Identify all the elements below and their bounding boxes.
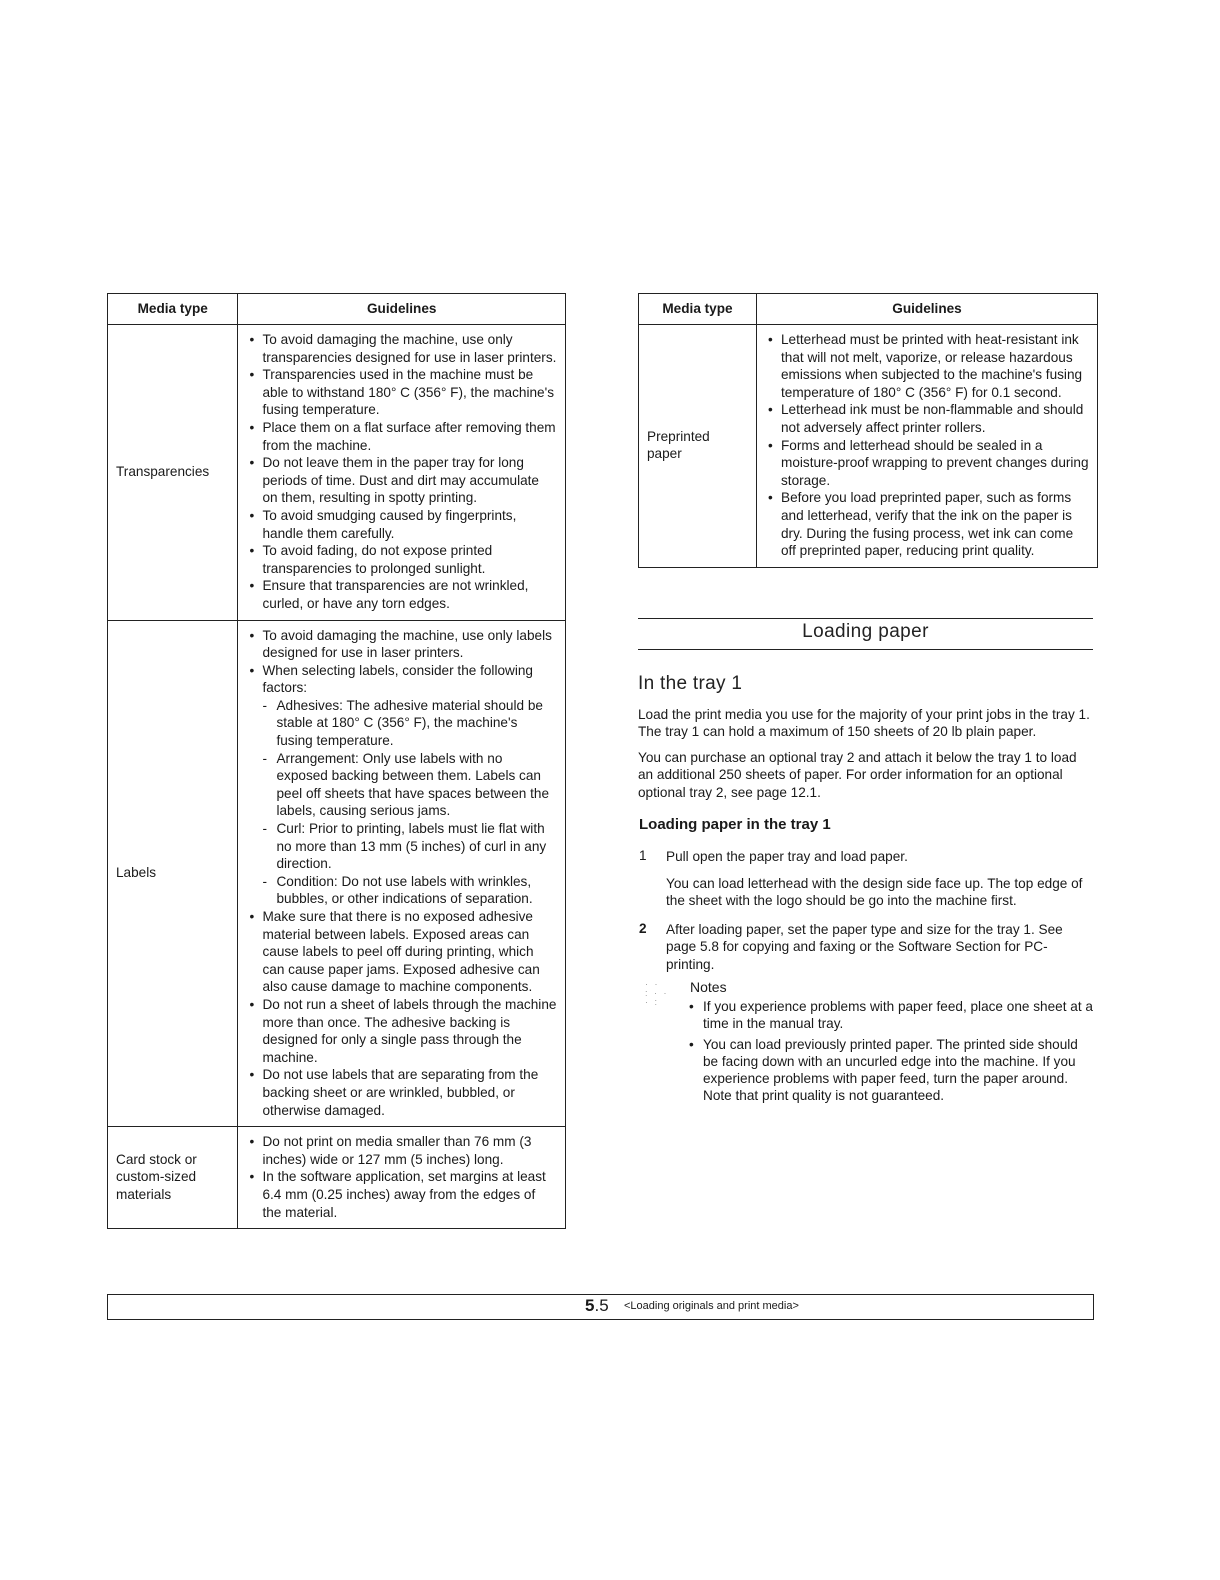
- media-type-cell: Card stock or custom-sized materials: [108, 1127, 238, 1229]
- guideline-subitem: - Arrangement: Only use labels with no exposed backing between them. Labels can peel off sheets that have spaces between the labels, causing serious jams.: [246, 750, 557, 820]
- guideline-item: • Before you load preprinted paper, such as forms and letterhead, verify that the ink on the paper is dry. During the fusing process, wet ink can come off preprinted paper, reducing print quality.: [765, 489, 1089, 559]
- notes-list: [688, 998, 1093, 1108]
- section-rule-bottom: [638, 649, 1093, 650]
- table-row: [639, 325, 1098, 568]
- header-guidelines: Guidelines: [757, 294, 1098, 325]
- guideline-item: • To avoid fading, do not expose printed transparencies to prolonged sunlight.: [246, 542, 557, 577]
- guidelines-cell: [757, 325, 1098, 568]
- subheading-tray1: In the tray 1: [638, 673, 743, 694]
- guideline-item: • In the software application, set margins at least 6.4 mm (0.25 inches) away from the edges of the material.: [246, 1168, 557, 1221]
- notes-title: Notes: [690, 979, 727, 995]
- guidelines-cell: [238, 1127, 566, 1229]
- guidelines-list: [246, 331, 557, 613]
- guideline-item: • Transparencies used in the machine must be able to withstand 180° C (356° F), the machine's fusing temperature.: [246, 366, 557, 419]
- header-media-type: Media type: [639, 294, 757, 325]
- subheading-loading-paper: Loading paper in the tray 1: [639, 816, 831, 833]
- guideline-item: • Place them on a flat surface after removing them from the machine.: [246, 419, 557, 454]
- guidelines-cell: [238, 620, 566, 1127]
- step-2-text: After loading paper, set the paper type and size for the tray 1. See page 5.8 for copying and faxing or the Software Section for PC-printing.: [666, 922, 1063, 972]
- step-1-detail: You can load letterhead with the design side face up. The top edge of the sheet with the logo should be go into the machine first.: [666, 876, 1083, 909]
- guideline-item: • Do not run a sheet of labels through the machine more than once. The adhesive backing is designed for only a single pass through the machine.: [246, 996, 557, 1066]
- guideline-subitem: - Adhesives: The adhesive material should be stable at 180° C (356° F), the machine's fusing temperature.: [246, 697, 557, 750]
- step-number-2: 2: [639, 921, 647, 936]
- paragraph-tray1-capacity: Load the print media you use for the majority of your print jobs in the tray 1. The tray 1 can hold a maximum of 150 sheets of 20 lb plain paper.: [638, 707, 1090, 740]
- step-1-text: Pull open the paper tray and load paper.: [666, 849, 908, 864]
- guideline-item: • Ensure that transparencies are not wrinkled, curled, or have any torn edges.: [246, 577, 557, 612]
- guideline-subitem: - Condition: Do not use labels with wrinkles, bubbles, or other indications of separation.: [246, 873, 557, 908]
- table-row: [108, 325, 566, 621]
- chapter-title: <Loading originals and print media>: [624, 1300, 799, 1312]
- section-title: Loading paper: [802, 621, 929, 642]
- guideline-item: • Do not leave them in the paper tray for long periods of time. Dust and dirt may accumulate on them, resulting in spotty printing.: [246, 454, 557, 507]
- media-type-cell: Labels: [108, 620, 238, 1127]
- guidelines-cell: [238, 325, 566, 621]
- guideline-item: • Letterhead must be printed with heat-resistant ink that will not melt, vaporize, or release hazardous emissions when subjected to the machine's fusing temperature of 180° C (356° F) for 0.1 second.: [765, 331, 1089, 401]
- guidelines-list: [246, 627, 557, 1120]
- guideline-item: • To avoid damaging the machine, use only labels designed for use in laser printers.: [246, 627, 557, 662]
- section-rule-top: [638, 618, 1093, 619]
- media-type-cell: Transparencies: [108, 325, 238, 621]
- guideline-item: • Forms and letterhead should be sealed in a moisture-proof wrapping to prevent changes during storage.: [765, 437, 1089, 490]
- step-number-1: 1: [639, 848, 647, 863]
- media-type-cell: Preprinted paper: [639, 325, 757, 568]
- header-media-type: Media type: [108, 294, 238, 325]
- guideline-item: • Letterhead ink must be non-flammable and should not adversely affect printer rollers.: [765, 401, 1089, 436]
- guideline-item: • To avoid damaging the machine, use only transparencies designed for use in laser printers.: [246, 331, 557, 366]
- table-body: [639, 325, 1098, 568]
- guideline-item: • To avoid smudging caused by fingerprints, handle them carefully.: [246, 507, 557, 542]
- notes-icon: · · : · · · :: [645, 979, 669, 1007]
- table-row: [108, 1127, 566, 1229]
- table-body: [108, 325, 566, 1229]
- header-guidelines: Guidelines: [238, 294, 566, 325]
- guideline-item: • Do not use labels that are separating from the backing sheet or are wrinkled, bubbled, or otherwise damaged.: [246, 1066, 557, 1119]
- paragraph-optional-tray2: You can purchase an optional tray 2 and attach it below the tray 1 to load an additional 250 sheets of paper. For order information for an optional optional tray 2, see page 12.1.: [638, 750, 1077, 800]
- media-guidelines-table-left: [107, 293, 566, 1229]
- note-item: • If you experience problems with paper feed, place one sheet at a time in the manual tray.: [688, 998, 1093, 1033]
- guidelines-list: [246, 1133, 557, 1221]
- guideline-item: • Do not print on media smaller than 76 mm (3 inches) wide or 127 mm (5 inches) long.: [246, 1133, 557, 1168]
- page-number: 5.5: [585, 1296, 609, 1315]
- guideline-subitem: - Curl: Prior to printing, labels must lie flat with no more than 13 mm (5 inches) of curl in any direction.: [246, 820, 557, 873]
- note-item: • You can load previously printed paper. The printed side should be facing down with an uncurled edge into the machine. If you experience problems with paper feed, turn the paper around. Note that print quality is not guaranteed.: [688, 1036, 1093, 1105]
- table-header-row: [639, 294, 1098, 325]
- table-row: [108, 620, 566, 1127]
- guideline-item: • Make sure that there is no exposed adhesive material between labels. Exposed areas can cause labels to peel off during printing, which can cause paper jams. Exposed adhesive can also cause damage to machine components.: [246, 908, 557, 996]
- table-header-row: [108, 294, 566, 325]
- guideline-item: • When selecting labels, consider the following factors:: [246, 662, 557, 697]
- guidelines-list: [765, 331, 1089, 560]
- media-guidelines-table-right: [638, 293, 1098, 568]
